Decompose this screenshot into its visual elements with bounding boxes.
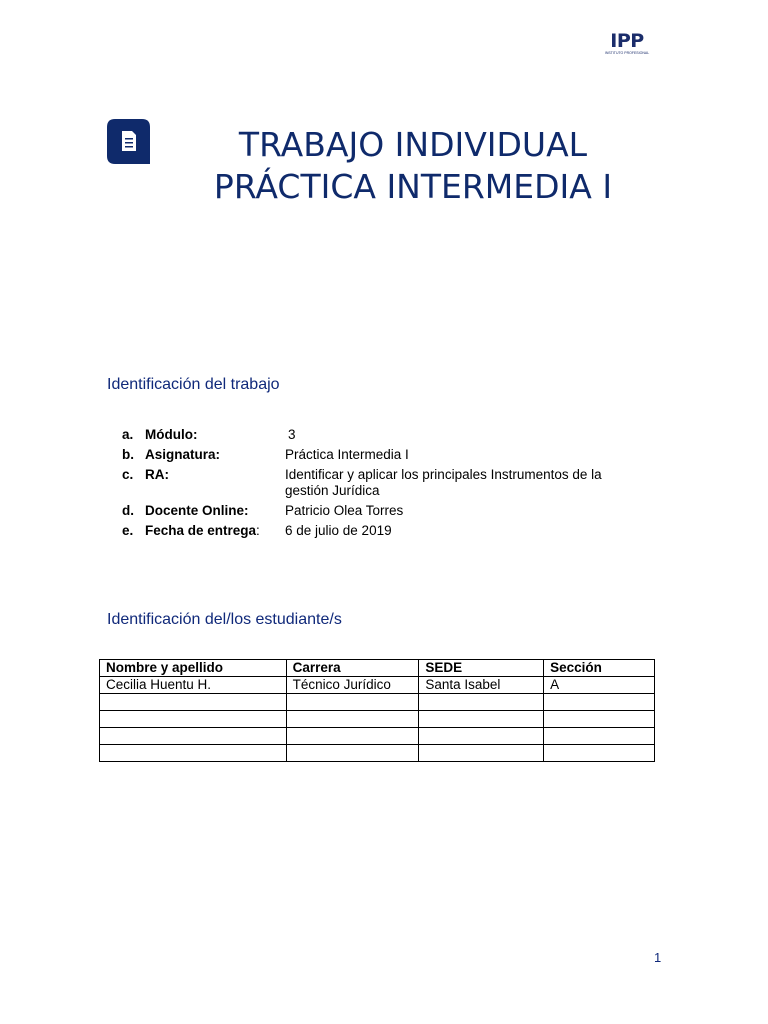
info-label	[145, 523, 260, 538]
info-label: Asignatura:	[145, 447, 221, 462]
list-letter: b.	[122, 447, 134, 462]
list-letter: d.	[122, 503, 134, 518]
info-value: Práctica Intermedia I	[285, 447, 409, 462]
table-cell: Técnico Jurídico	[286, 677, 419, 694]
ipp-logo	[603, 31, 651, 56]
table-cell	[419, 694, 544, 711]
list-letter: a.	[122, 427, 134, 442]
table-row	[100, 745, 655, 762]
column-header: Carrera	[286, 660, 419, 677]
table-cell	[100, 728, 287, 745]
info-row-ra	[122, 467, 642, 503]
table-cell: Cecilia Huentu H.	[100, 677, 287, 694]
table-cell	[419, 728, 544, 745]
info-label-text: Fecha de entrega	[145, 523, 257, 538]
table-cell: A	[544, 677, 655, 694]
info-row-fecha	[122, 523, 642, 543]
document-icon	[107, 119, 150, 164]
table-cell	[100, 711, 287, 728]
info-label: RA:	[145, 467, 169, 482]
student-identification-heading: Identificación del/los estudiante/s	[107, 611, 342, 628]
table-cell	[419, 711, 544, 728]
table-cell	[544, 694, 655, 711]
table-cell	[544, 711, 655, 728]
info-value: 3	[288, 427, 296, 442]
table-header-row	[100, 660, 655, 677]
list-letter: e.	[122, 523, 134, 538]
document-title	[180, 124, 646, 208]
page-number: 1	[654, 950, 662, 965]
title-line-2: PRÁCTICA INTERMEDIA I	[213, 167, 613, 206]
info-label-colon: :	[256, 523, 260, 538]
table-cell	[544, 728, 655, 745]
work-info-list	[122, 427, 642, 543]
info-value: Patricio Olea Torres	[285, 503, 404, 518]
work-identification-heading: Identificación del trabajo	[107, 376, 280, 393]
info-value: 6 de julio de 2019	[285, 523, 392, 538]
table-row	[100, 694, 655, 711]
column-header: Sección	[544, 660, 655, 677]
info-label: Docente Online:	[145, 503, 249, 518]
info-value: Identificar y aplicar los principales Instrumentos de la gestión Jurídica	[285, 467, 602, 498]
info-label: Módulo:	[145, 427, 198, 442]
table-cell	[419, 745, 544, 762]
table-cell	[544, 745, 655, 762]
logo-text: IPP	[610, 30, 644, 52]
table-cell	[286, 728, 419, 745]
table-cell	[286, 745, 419, 762]
title-line-1: TRABAJO INDIVIDUAL	[238, 125, 588, 164]
column-header: Nombre y apellido	[100, 660, 287, 677]
table-row	[100, 728, 655, 745]
table-cell: Santa Isabel	[419, 677, 544, 694]
info-row-asignatura	[122, 447, 642, 467]
table-cell	[286, 694, 419, 711]
info-row-modulo	[122, 427, 642, 447]
table-row	[100, 711, 655, 728]
table-cell	[286, 711, 419, 728]
table-cell	[100, 694, 287, 711]
table-cell	[100, 745, 287, 762]
table-row	[100, 677, 655, 694]
column-header: SEDE	[419, 660, 544, 677]
info-row-docente	[122, 503, 642, 523]
list-letter: c.	[122, 467, 134, 482]
logo-subtitle: INSTITUTO PROFESIONAL	[604, 51, 650, 55]
students-table	[99, 659, 655, 762]
